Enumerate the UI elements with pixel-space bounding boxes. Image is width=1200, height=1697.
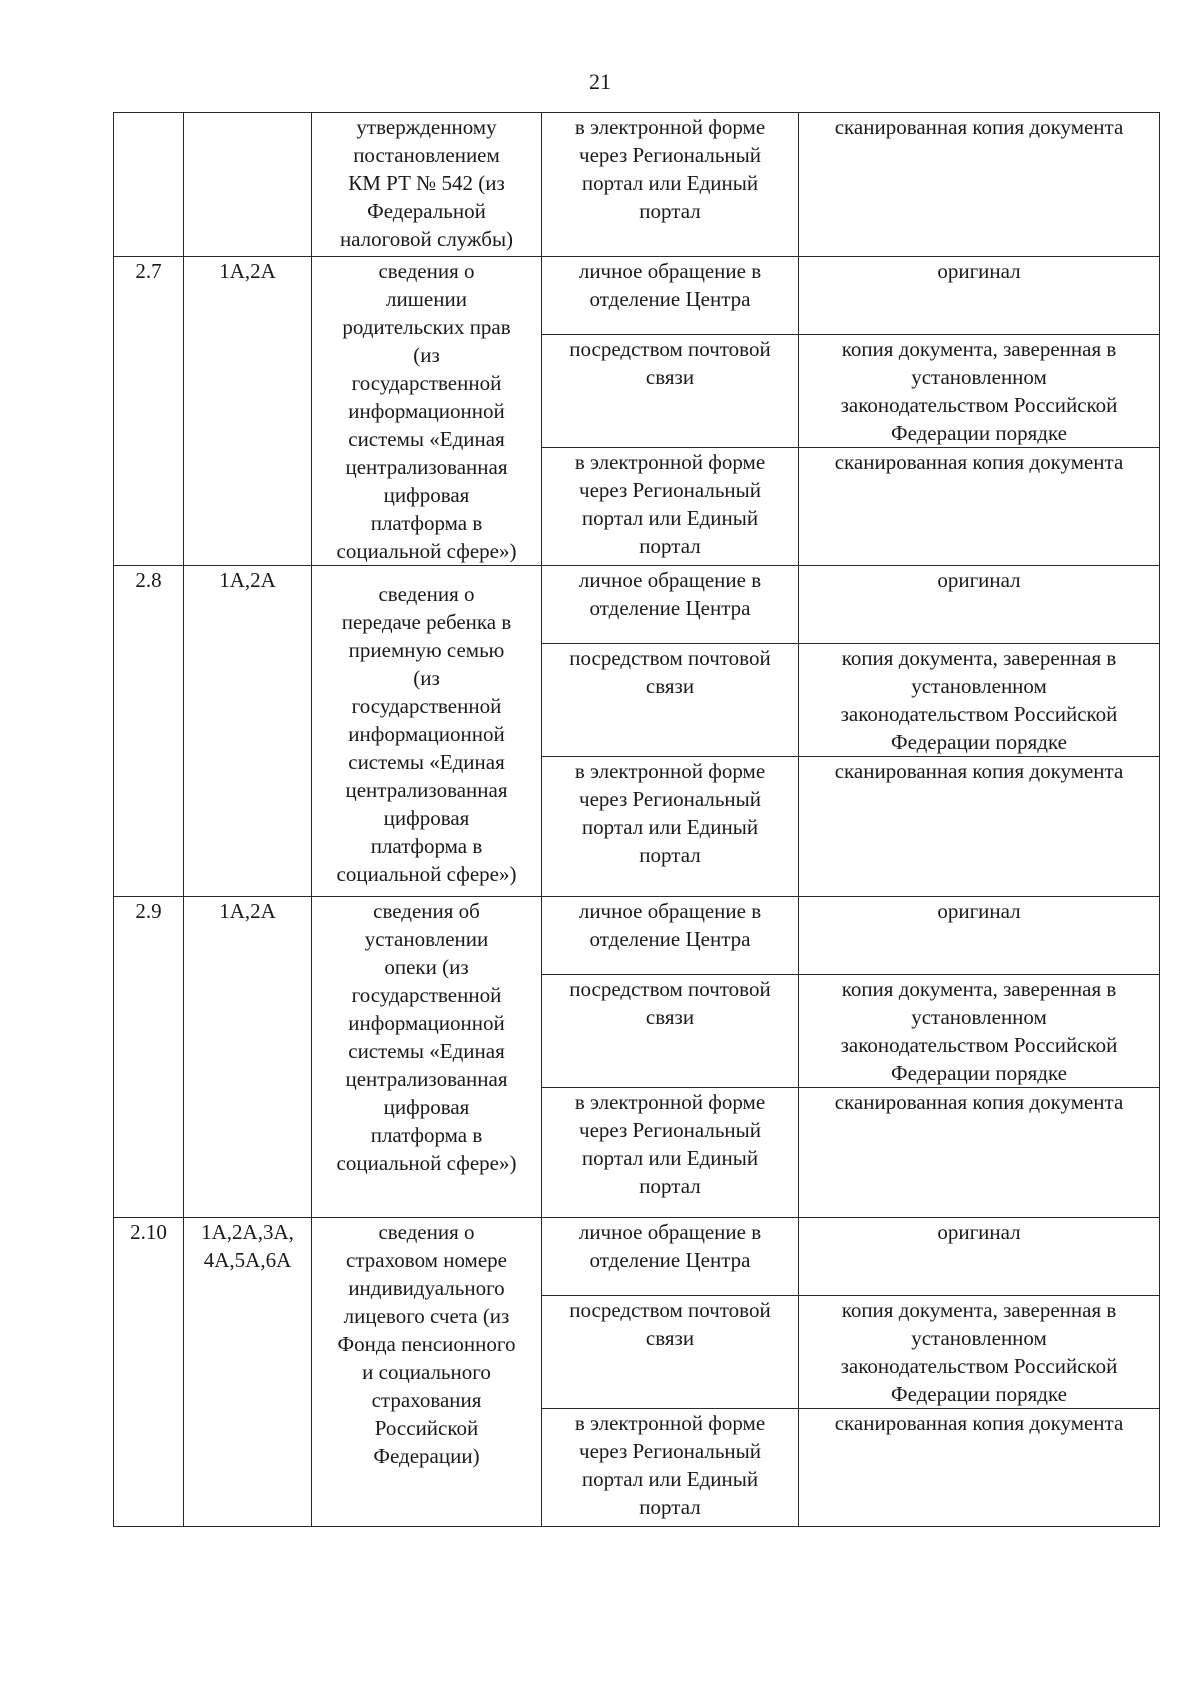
cell-form-certified: копия документа, заверенная в установленном законодательством Российской Федерации порядке [799,1296,1160,1409]
cell-method-mail: посредством почтовой связи [542,644,799,757]
cell-method-electronic: в электронной форме через Региональный портал или Единый портал [542,448,799,566]
cell-method-personal: личное обращение в отделение Центра [542,257,799,335]
table-row [114,1218,1160,1296]
cell-form-scanned: сканированная копия документа [799,113,1160,257]
cell-number: 2.10 [114,1218,184,1527]
cell-form-original: оригинал [799,257,1160,335]
cell-number: 2.9 [114,897,184,1218]
cell-categories: 1А,2А [184,897,312,1218]
cell-form-scanned: сканированная копия документа [799,448,1160,566]
cell-number: 2.8 [114,566,184,897]
documents-table [113,112,1160,1527]
cell-description: сведения о передаче ребенка в приемную семью (из государственной информационной системы «Единая централизованная цифровая платформа в социальной сфере») [312,566,542,897]
cell-form-original: оригинал [799,1218,1160,1296]
page-number: 21 [589,69,611,94]
table-row [114,566,1160,644]
cell-form-scanned: сканированная копия документа [799,1409,1160,1527]
cell-method-electronic: в электронной форме через Региональный портал или Единый портал [542,757,799,897]
cell-method-electronic: в электронной форме через Региональный портал или Единый портал [542,1409,799,1527]
table-row-continuation [114,113,1160,257]
cell-description: утвержденному постановлением КМ РТ № 542 (из Федеральной налоговой службы) [312,113,542,257]
cell-number [114,113,184,257]
cell-form-scanned: сканированная копия документа [799,1088,1160,1218]
cell-description: сведения о лишении родительских прав (из государственной информационной системы «Единая централизованная цифровая платформа в социальной сфере») [312,257,542,566]
cell-method-electronic: в электронной форме через Региональный портал или Единый портал [542,113,799,257]
cell-method-mail: посредством почтовой связи [542,1296,799,1409]
cell-categories: 1А,2А [184,257,312,566]
cell-form-original: оригинал [799,566,1160,644]
cell-number: 2.7 [114,257,184,566]
cell-form-original: оригинал [799,897,1160,975]
cell-form-certified: копия документа, заверенная в установленном законодательством Российской Федерации порядке [799,975,1160,1088]
cell-method-personal: личное обращение в отделение Центра [542,897,799,975]
cell-method-mail: посредством почтовой связи [542,335,799,448]
cell-method-personal: личное обращение в отделение Центра [542,566,799,644]
cell-form-scanned: сканированная копия документа [799,757,1160,897]
cell-method-mail: посредством почтовой связи [542,975,799,1088]
cell-method-electronic: в электронной форме через Региональный портал или Единый портал [542,1088,799,1218]
cell-method-personal: личное обращение в отделение Центра [542,1218,799,1296]
table-row [114,257,1160,335]
cell-categories [184,113,312,257]
cell-description: сведения о страховом номере индивидуального лицевого счета (из Фонда пенсионного и социального страхования Российской Федерации) [312,1218,542,1527]
cell-categories: 1А,2А [184,566,312,897]
cell-categories: 1А,2А,3А, 4А,5А,6А [184,1218,312,1527]
table-row [114,897,1160,975]
cell-description: сведения об установлении опеки (из государственной информационной системы «Единая централизованная цифровая платформа в социальной сфере») [312,897,542,1218]
cell-form-certified: копия документа, заверенная в установленном законодательством Российской Федерации порядке [799,335,1160,448]
cell-form-certified: копия документа, заверенная в установленном законодательством Российской Федерации порядке [799,644,1160,757]
